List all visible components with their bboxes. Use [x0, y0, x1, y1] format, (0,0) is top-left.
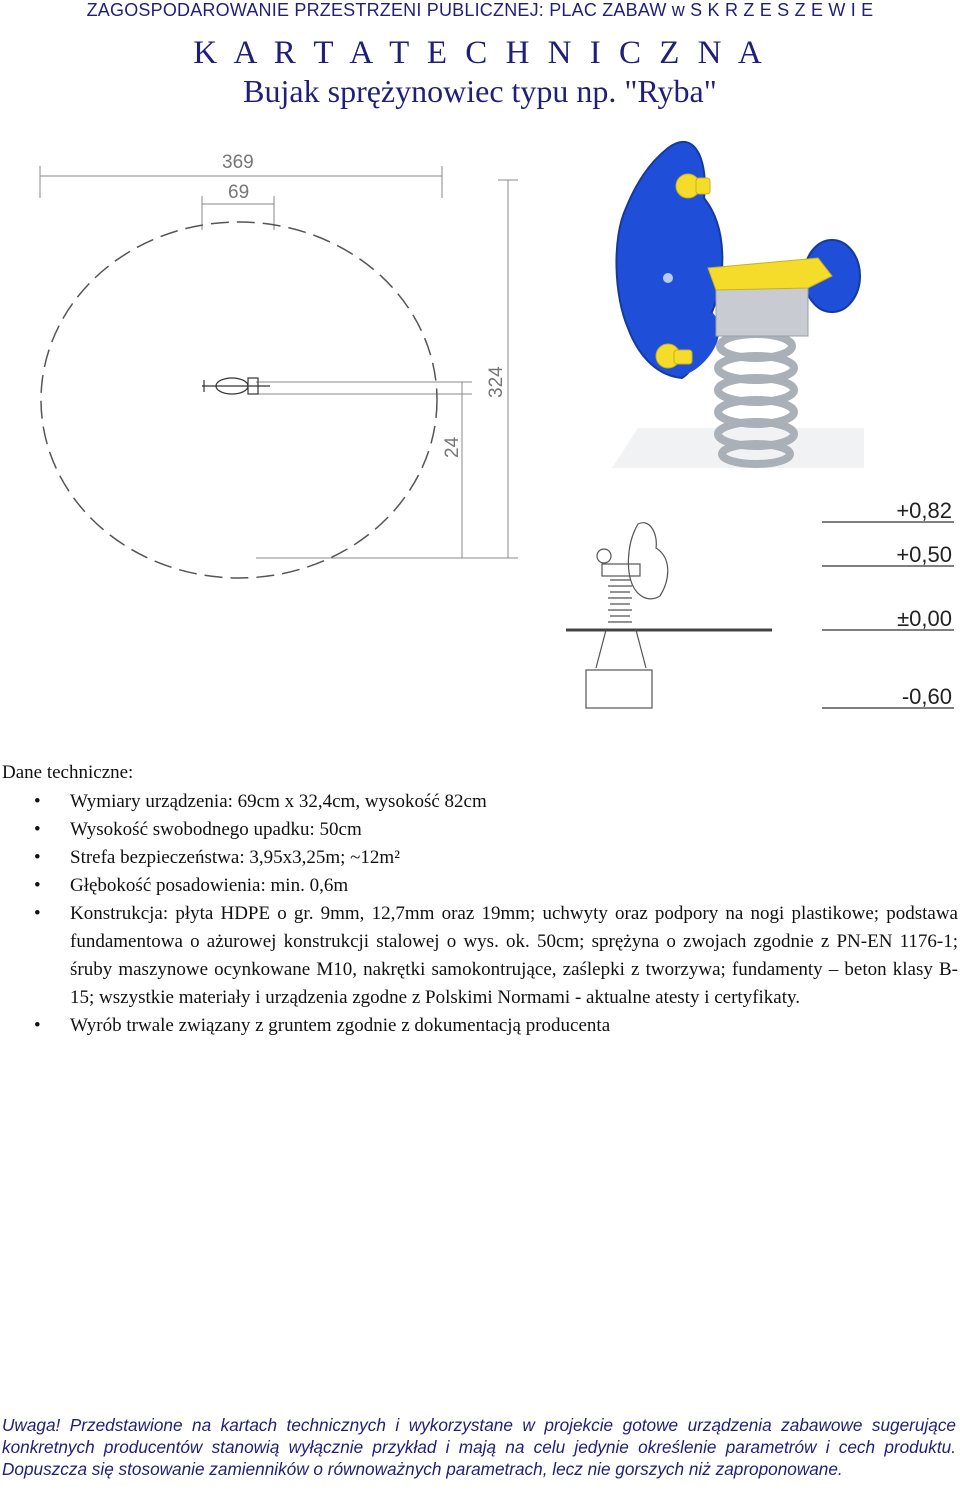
document-title: K A R T A T E C H N I C Z N A: [193, 35, 767, 71]
spec-text: Wymiary urządzenia: 69cm x 32,4cm, wysokość 82cm: [70, 791, 487, 812]
list-item: • Konstrukcja: płyta HDPE o gr. 9mm, 12,7mm oraz 19mm; uchwyty oraz podpory na nogi plastikowe; podstawa fundamentowa o ażurowej konstrukcji stalowej o wys. ok. 50cm; sprężyna o zwojach zgodnie z PN-EN 1176-1; śruby maszynowe ocynkowane M10, nakrętki samokontrujące, zaślepki z tworzywa; fundamenty – beton klasy B-15; wszystkie materiały i urządzenia zgodne z Polskimi Normami - aktualne atesty i certyfikaty.: [34, 903, 958, 1008]
drawings-area: [0, 128, 960, 728]
dim-height-total: 324: [486, 366, 507, 398]
dim-height-device: 24: [442, 436, 463, 458]
level-ground: ±0,00: [897, 606, 952, 631]
specs-heading: Dane techniczne:: [2, 762, 134, 783]
dim-width-total: 369: [222, 152, 254, 173]
spec-text: Wysokość swobodnego upadku: 50cm: [70, 819, 362, 840]
plan-view-drawing: [20, 138, 540, 598]
level-seat: +0,50: [896, 542, 952, 567]
spec-text: Strefa bezpieczeństwa: 3,95x3,25m; ~12m²: [70, 847, 400, 868]
level-foundation: -0,60: [901, 684, 952, 709]
list-item: • Wyrób trwale związany z gruntem zgodnie z dokumentacją producenta: [34, 1015, 611, 1036]
list-item: • Wymiary urządzenia: 69cm x 32,4cm, wysokość 82cm: [34, 791, 487, 812]
fish-spring-rider-illustration: [608, 128, 868, 473]
title-block: [0, 34, 960, 110]
list-item: • Głębokość posadowienia: min. 0,6m: [34, 875, 349, 896]
disclaimer-note: Uwaga! Przedstawione na kartach technicznych i wykorzystane w projekcie gotowe urządzenia zabawowe sugerujące konkretnych producentów stanowią wyłącznie przykład i mają na celu jedynie określenie parametrów i cech produktu. Dopuszcza się stosowanie zamienników o równoważnych parametrach, lecz nie gorszych niż zaproponowane.: [2, 1415, 956, 1479]
list-item: • Strefa bezpieczeństwa: 3,95x3,25m; ~12m²: [34, 847, 400, 868]
dim-width-device: 69: [228, 182, 250, 203]
spec-text: Głębokość posadowienia: min. 0,6m: [70, 875, 349, 896]
elevation-drawing: [560, 488, 960, 728]
specs-list: [0, 788, 958, 1040]
spec-text: Konstrukcja: płyta HDPE o gr. 9mm, 12,7mm oraz 19mm; uchwyty oraz podpory na nogi plastikowe; podstawa fundamentowa o ażurowej konstrukcji stalowej o wys. ok. 50cm; sprężyna o zwojach zgodnie z PN-EN 1176-1; śruby maszynowe ocynkowane M10, nakrętki samokontrujące, zaślepki z tworzywa; fundamenty – beton klasy B-15; wszystkie materiały i urządzenia zgodne z Polskimi Normami - aktualne atesty i certyfikaty.: [70, 903, 958, 1008]
list-item: • Wysokość swobodnego upadku: 50cm: [34, 819, 362, 840]
spec-text: Wyrób trwale związany z gruntem zgodnie z dokumentacją producenta: [70, 1015, 611, 1036]
device-name: Bujak sprężynowiec typu np. "Ryba": [243, 73, 717, 109]
project-header: ZAGOSPODAROWANIE PRZESTRZENI PUBLICZNEJ: PLAC ZABAW w S K R Z E S Z E W I E: [86, 0, 874, 20]
level-top: +0,82: [896, 498, 952, 523]
